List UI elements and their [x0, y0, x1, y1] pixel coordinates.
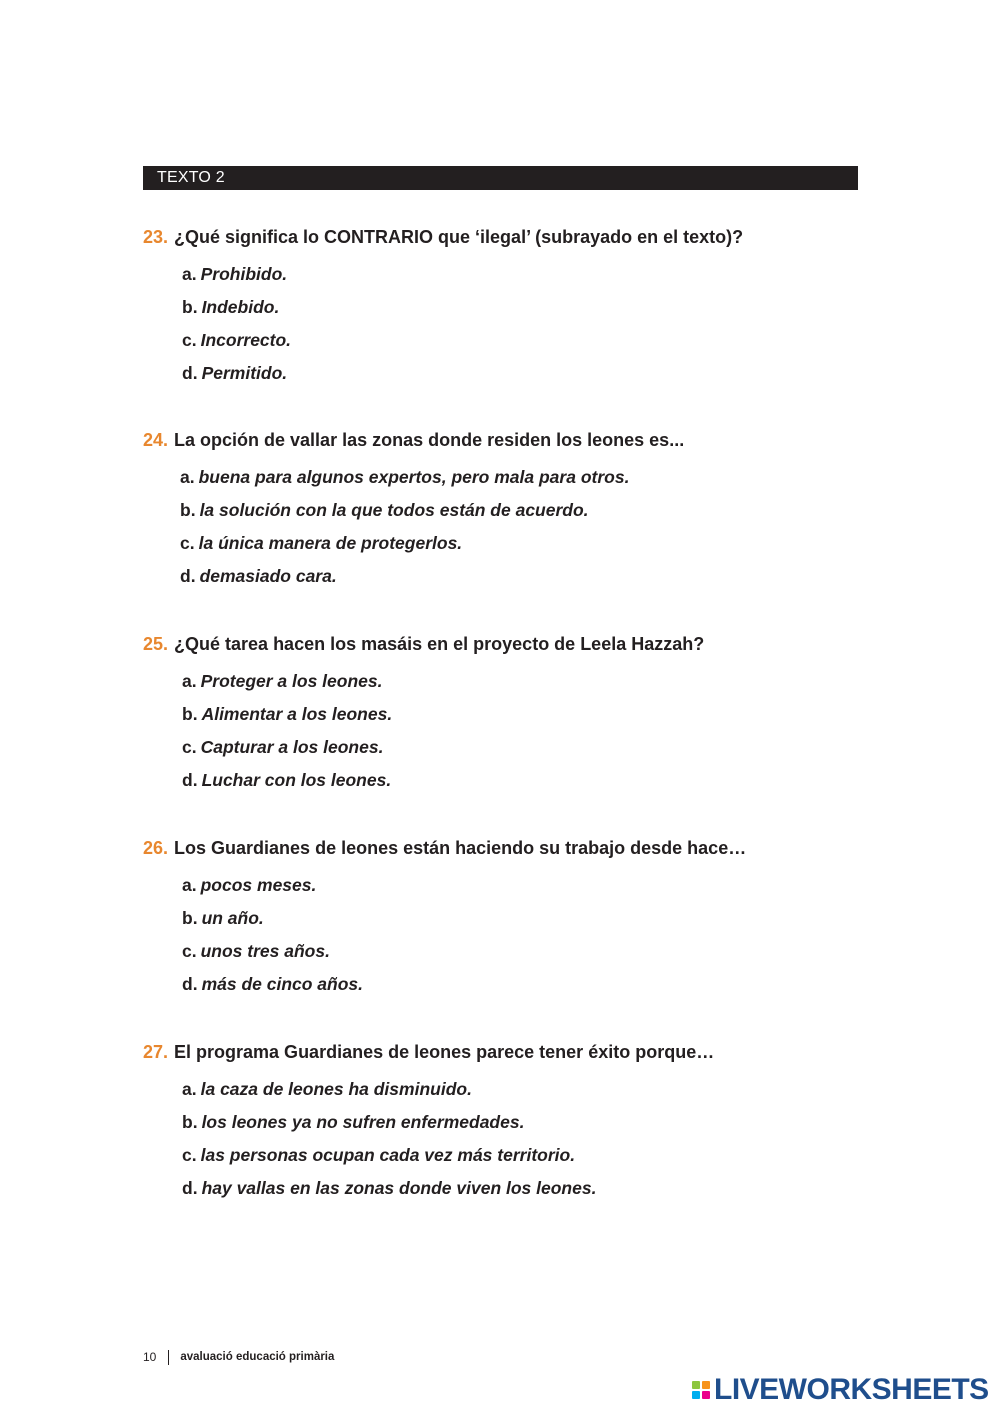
liveworksheets-logo-icon: [692, 1381, 710, 1399]
option-letter: d.: [182, 363, 198, 383]
option-d[interactable]: [182, 973, 903, 1006]
option-letter: d.: [180, 566, 196, 586]
option-c[interactable]: [182, 1144, 903, 1177]
page-footer: [143, 1349, 334, 1365]
option-a[interactable]: [180, 466, 903, 499]
option-d[interactable]: [182, 362, 903, 395]
footer-divider: [168, 1350, 169, 1365]
question-prompt: [143, 837, 903, 859]
brand-name: LIVEWORKSHEETS: [714, 1373, 989, 1406]
option-list: [143, 466, 903, 598]
question-text: ¿Qué tarea hacen los masáis en el proyecto de Leela Hazzah?: [174, 634, 705, 654]
option-letter: b.: [180, 500, 196, 520]
option-c[interactable]: [182, 940, 903, 973]
option-a[interactable]: [182, 670, 903, 703]
option-d[interactable]: [180, 565, 903, 598]
option-letter: d.: [182, 770, 198, 790]
option-text: Alimentar a los leones.: [201, 704, 393, 724]
option-text: hay vallas en las zonas donde viven los leones.: [201, 1178, 597, 1198]
option-letter: d.: [182, 974, 198, 994]
option-b[interactable]: [180, 499, 903, 532]
option-b[interactable]: [182, 907, 903, 940]
option-d[interactable]: [182, 769, 903, 802]
option-a[interactable]: [182, 263, 903, 296]
option-d[interactable]: [182, 1177, 903, 1210]
question-number: 25.: [143, 634, 169, 654]
option-letter: c.: [182, 330, 197, 350]
option-text: la única manera de protegerlos.: [198, 533, 463, 553]
logo-square-green: [692, 1381, 700, 1389]
option-text: Proteger a los leones.: [200, 671, 383, 691]
option-letter: a.: [180, 467, 195, 487]
option-text: Luchar con los leones.: [201, 770, 392, 790]
question-prompt: [143, 226, 903, 248]
question-24: [143, 429, 903, 598]
logo-square-pink: [702, 1391, 710, 1399]
option-b[interactable]: [182, 1111, 903, 1144]
publication-name: avaluació educació primària: [180, 1351, 335, 1363]
option-text: unos tres años.: [200, 941, 330, 961]
option-letter: b.: [182, 1112, 198, 1132]
option-list: [143, 670, 903, 802]
question-text: La opción de vallar las zonas donde residen los leones es...: [174, 430, 685, 450]
option-letter: b.: [182, 704, 198, 724]
option-letter: c.: [182, 737, 197, 757]
option-a[interactable]: [182, 1078, 903, 1111]
option-letter: a.: [182, 1079, 197, 1099]
logo-square-blue: [692, 1391, 700, 1399]
option-letter: b.: [182, 297, 198, 317]
question-26: [143, 837, 903, 1006]
option-text: la solución con la que todos están de acuerdo.: [199, 500, 589, 520]
question-number: 23.: [143, 227, 169, 247]
option-text: Capturar a los leones.: [200, 737, 384, 757]
option-letter: c.: [182, 941, 197, 961]
option-text: demasiado cara.: [199, 566, 337, 586]
option-letter: a.: [182, 875, 197, 895]
option-text: un año.: [201, 908, 264, 928]
question-text: ¿Qué significa lo CONTRARIO que ‘ilegal’ (subrayado en el texto)?: [174, 227, 744, 247]
logo-square-orange: [702, 1381, 710, 1389]
option-text: los leones ya no sufren enfermedades.: [201, 1112, 525, 1132]
page-number: 10: [143, 1350, 157, 1364]
option-letter: b.: [182, 908, 198, 928]
option-letter: c.: [180, 533, 195, 553]
liveworksheets-brand[interactable]: [692, 1373, 989, 1407]
option-text: Permitido.: [201, 363, 288, 383]
option-text: más de cinco años.: [201, 974, 364, 994]
option-text: Indebido.: [201, 297, 280, 317]
question-23: [143, 226, 903, 395]
question-number: 24.: [143, 430, 169, 450]
option-text: Prohibido.: [200, 264, 288, 284]
question-number: 26.: [143, 838, 169, 858]
question-number: 27.: [143, 1042, 169, 1062]
question-text: El programa Guardianes de leones parece tener éxito porque…: [174, 1042, 715, 1062]
option-text: las personas ocupan cada vez más territorio.: [200, 1145, 576, 1165]
option-text: pocos meses.: [200, 875, 317, 895]
option-c[interactable]: [182, 329, 903, 362]
option-list: [143, 263, 903, 395]
section-title: TEXTO 2: [157, 169, 225, 186]
option-c[interactable]: [180, 532, 903, 565]
question-prompt: [143, 633, 903, 655]
option-b[interactable]: [182, 703, 903, 736]
option-text: Incorrecto.: [200, 330, 292, 350]
question-27: [143, 1041, 903, 1210]
option-list: [143, 874, 903, 1006]
option-letter: c.: [182, 1145, 197, 1165]
option-letter: d.: [182, 1178, 198, 1198]
option-list: [143, 1078, 903, 1210]
question-25: [143, 633, 903, 802]
option-letter: a.: [182, 264, 197, 284]
section-header-bar: [143, 166, 858, 190]
option-a[interactable]: [182, 874, 903, 907]
question-prompt: [143, 429, 903, 451]
question-prompt: [143, 1041, 903, 1063]
option-text: la caza de leones ha disminuido.: [200, 1079, 472, 1099]
option-letter: a.: [182, 671, 197, 691]
option-text: buena para algunos expertos, pero mala para otros.: [198, 467, 630, 487]
question-text: Los Guardianes de leones están haciendo su trabajo desde hace…: [174, 838, 747, 858]
option-b[interactable]: [182, 296, 903, 329]
option-c[interactable]: [182, 736, 903, 769]
